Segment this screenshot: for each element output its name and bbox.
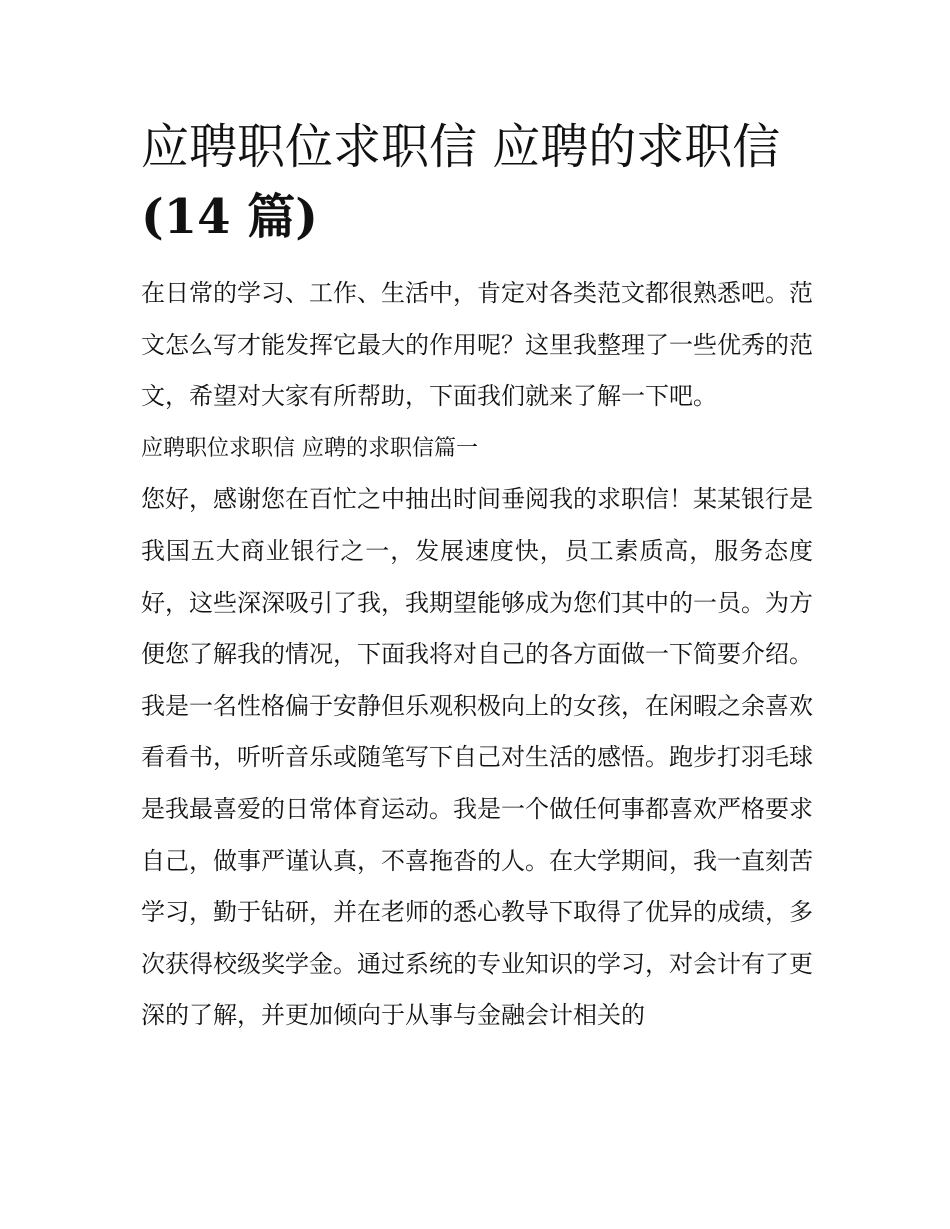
section-heading: 应聘职位求职信 应聘的求职信篇一 bbox=[141, 435, 478, 461]
title-line-1: 应聘职位求职信 应聘的求职信 bbox=[141, 119, 781, 175]
body-paragraph-1: 您好，感谢您在百忙之中抽出时间垂阅我的求职信！某某银行是我国五大商业银行之一，发展速度快，员工素质高，服务态度好，这些深深吸引了我，我期望能够成为您们其中的一员。为方便您了解我的情况，下面我将对自己的各方面做一下简要介绍。 bbox=[141, 485, 813, 669]
body-paragraph-2: 我是一名性格偏于安静但乐观积极向上的女孩，在闲暇之余喜欢看看书，听听音乐或随笔写下自己对生活的感悟。跑步打羽毛球是我最喜爱的日常体育运动。我是一个做任何事都喜欢严格要求自己，做事严谨认真，不喜拖沓的人。在大学期间，我一直刻苦学习，勤于钻研，并在老师的悉心教导下取得了优异的成绩，多次获得校级奖学金。通过系统的专业知识的学习，对会计有了更深的了解，并更加倾向于从事与金融会计相关的 bbox=[141, 691, 813, 1030]
document-body bbox=[141, 268, 813, 1042]
intro-paragraph: 在日常的学习、工作、生活中，肯定对各类范文都很熟悉吧。范文怎么写才能发挥它最大的作用呢？这里我整理了一些优秀的范文，希望对大家有所帮助，下面我们就来了解一下吧。 bbox=[141, 279, 813, 411]
title-line-2: (14 篇) bbox=[141, 189, 318, 245]
document-page bbox=[141, 112, 813, 1042]
document-title bbox=[141, 112, 813, 252]
